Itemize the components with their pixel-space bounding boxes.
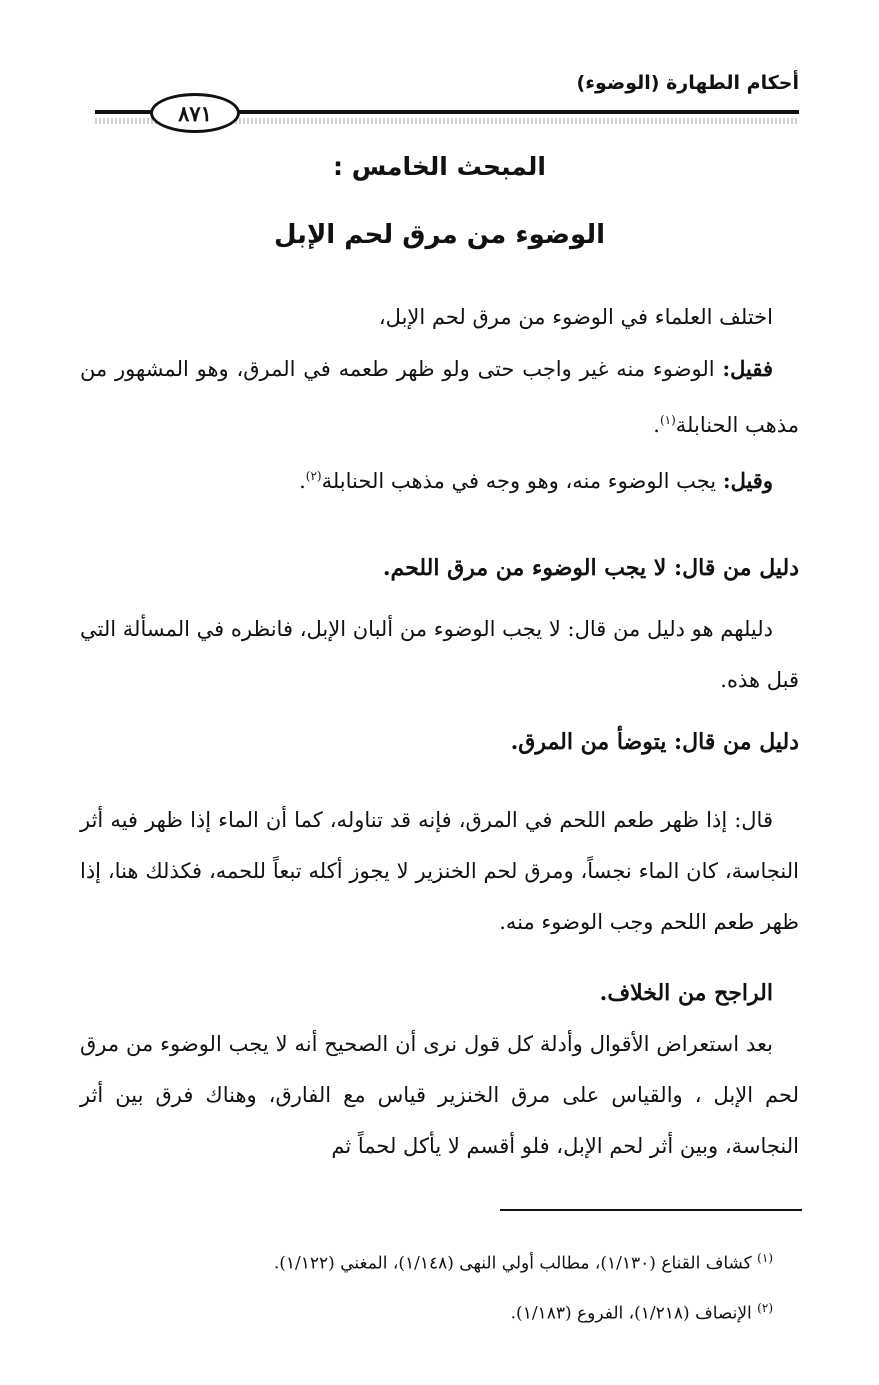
preferred-view-heading: الراجح من الخلاف. [599,980,773,1006]
preferred-view-block [80,968,799,1172]
chapter-title: الوضوء من مرق لحم الإبل [273,220,606,250]
section-label: المبحث الخامس : [333,152,546,181]
running-header-title: أحكام الطهارة (الوضوء) [576,72,799,94]
footnote-text-1: كشاف القناع (١/١٣٠)، مطالب أولي النهى (١/١٤٨)، المغني (١/١٢٢). [273,1253,752,1274]
footnote-ref-2: (٢) [305,469,322,483]
footnote-2 [80,1286,799,1336]
evidence-paragraph-2: قال: إذا ظهر طعم اللحم في المرق، فإنه قد تناوله، كما أن الماء إذا ظهر فيه أثر النجاسة، كان الماء نجساً، ومرق لحم الخنزير لا يجوز أكله تبعاً للحمه، فكذلك هنا، إذا ظهر طعم اللحم وجب الوضوء منه. [80,808,799,934]
footnote-text-2: الإنصاف (١/٢١٨)، الفروع (١/١٨٣). [510,1303,752,1324]
page-number: ٨٧١ [150,93,240,133]
intro-paragraph: اختلف العلماء في الوضوء من مرق لحم الإبل، [378,305,773,329]
opinion-text-2: يجب الوضوء منه، وهو وجه في مذهب الحنابلة [321,469,723,493]
footnote-number-1: (١) [757,1251,773,1265]
opinion-keyword-2: وقيل: [722,468,773,493]
opinions-block [80,292,799,507]
footnote-number-2: (٢) [757,1300,773,1315]
preferred-view-paragraph: بعد استعراض الأقوال وأدلة كل قول نرى أن الصحيح أنه لا يجب الوضوء من مرق لحم الإبل ، والقياس على مرق الخنزير قياس مع الفارق، وهناك فرق بين أثر النجاسة، وبين أثر لحم الإبل، فلو أقسم لا يأكل لحماً ثم [80,1032,799,1158]
footnote-1 [80,1236,799,1286]
evidence-block-2 [80,717,799,768]
evidence-paragraph-block-2 [80,795,799,948]
footnote-separator [500,1209,802,1211]
footnotes [80,1236,799,1335]
opinion-paragraph-1: فقيل: الوضوء منه غير واجب حتى ولو ظهر طعمه في المرق، وهو المشهور من مذهب الحنابلة$^{(١)}$. [80,356,799,437]
evidence-paragraph-1: دليلهم هو دليل من قال: لا يجب الوضوء من ألبان الإبل، فانظره في المسألة التي قبل هذه. [80,617,799,692]
evidence-heading-2: دليل من قال: يتوضأ من المرق. [510,729,799,755]
footnote-ref-1: (١) [659,413,676,427]
opinion-keyword-1: فقيل: [722,356,773,381]
opinion-paragraph-2: وقيل: يجب الوضوء منه، وهو وجه في مذهب الحنابلة$^{(٢)}$. [299,468,773,493]
opinion-text-1: الوضوء منه غير واجب حتى ولو ظهر طعمه في المرق، وهو المشهور من مذهب الحنابلة [80,357,799,437]
evidence-block-1 [80,543,799,706]
evidence-heading-1: دليل من قال: لا يجب الوضوء من مرق اللحم. [382,555,799,581]
